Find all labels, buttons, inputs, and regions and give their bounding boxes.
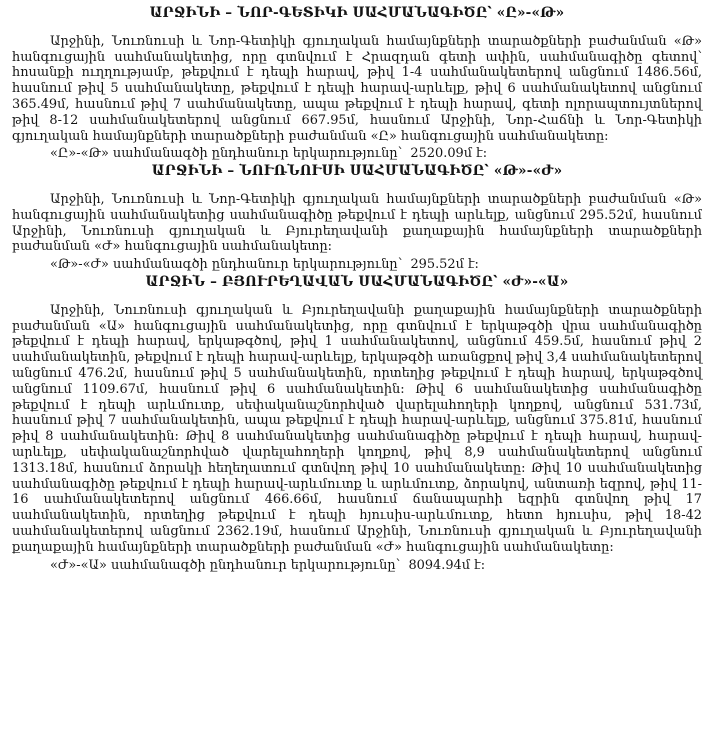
- section-arjin-byureghavan: [12, 275, 702, 573]
- boundary-description-paragraph: Արջինի, Նուռնուսի և Նոր-Գետիկի գյուղական համայնքների տարածքների բաժանման «Թ» հանգուցային սահմանակետից սահմանագիծը թեքվում է դեպի արևելք, անցնում 295.52մ, հասնում Արջինի, Նուռնուսի գյուղական և Բյուրեղավանի քաղաքային համայնքների տարածքների բաժանման «Ժ» հանգուցային սահմանակետը:: [12, 191, 702, 255]
- boundary-description-paragraph: Արջինի, Նուռնուսի գյուղական և Բյուրեղավանի քաղաքային համայնքների տարածքների բաժանման «Ա» հանգուցային սահմանակետից, որը գտնվում է երկաթգծի վրա սահմանագիծը թեքվում է դեպի հարավ, երկաթգծով, թիվ 1 սահմանակետով, անցնում 459.5մ, հասնում թիվ 2 սահմանակետին, թեքվում է դեպի հարավ-արևելք, երկաթգծի առանցքով թիվ 3,4 սահմանակետերով անցնում 476.2մ, հասնում թիվ 5 սահմանակետին, որտեղից թեքվում է դեպի հարավ, երկաթգծով անցնում 1109.67մ, հասնում թիվ 6 սահմանակետին: Թիվ 6 սահմանակետից սահմանագիծը թեքվում է դեպի արևմուտք, սեփականաշնորհված վարելահողերի կողքով, անցնում 531.73մ, հասնում թիվ 7 սահմանակետին, ապա թեքվում է դեպի հարավ-արևելք, անցնում 375.81մ, հասնում թիվ 8 սահմանակետին: Թիվ 8 սահմանակետից սահմանագիծը թեքվում է դեպի հարավ, հարավ-արևելք, սեփականաշնորհված վարելահողերի կողքով, թիվ 8,9 սահմանակետերով անցնում 1313.18մ, հասնում ձորակի հեղեղատում գտնվող թիվ 10 սահմանակետը: Թիվ 10 սահմանակետից սահմանագիծը թեքվում է դեպի հարավ-արևմուտք և արևմուտք, ձորակով, անտառի եզրով, թիվ 11-16 սահմանակետերով անցնում 466.66մ, հասնում ճանապարհի եզրին գտնվող թիվ 17 սահմանակետին, որտեղից թեքվում է դեպի հյուսիս-արևմուտք, հետո հյուսիս, թիվ 18-42 սահմանակետերով անցնում 2362.19մ, հասնում Արջինի, Նուռնուսի գյուղական և Բյուրեղավանի քաղաքային համայնքների տարածքների բաժանման «Ժ» հանգուցային սահմանակետը:: [12, 302, 702, 555]
- section-heading: ԱՐՋԻՆԻ – ՆՈՐ-ԳԵՏԻԿԻ ՍԱՀՄԱՆԱԳԻԾԸ՝ «Ը»-«Թ»: [149, 5, 565, 21]
- total-length-line: «Ժ»-«Ա» սահմանագծի ընդհանուր երկարությունը՝ 8094.94մ է:: [50, 557, 486, 573]
- total-length-line: «Թ»-«Ժ» սահմանագծի ընդհանուր երկարությունը՝ 295.52մ է:: [50, 257, 479, 273]
- boundary-description-paragraph: Արջինի, Նուռնուսի և Նոր-Գետիկի գյուղական համայնքների տարածքների բաժանման «Թ» հանգուցային սահմանակետից, որը գտնվում է Հրազդան գետի ափին, սահմանագիծը գետով՝ հոսանքի ուղղությամբ, թեքվում է դեպի հարավ, թիվ 1-4 սահմանակետերով անցնում 1486.56մ, հասնում թիվ 5 սահմանակետը, թեքվում է դեպի հարավ-արևելք, թիվ 6 սահմանակետով անցնում 365.49մ, հասնում թիվ 7 սահմանակետը, ապա թեքվում է դեպի հարավ, գետի ոլորապտույտներով թիվ 8-12 սահմանակետերով անցնում 667.95մ, հասնում Արջինի, Նոր-Հաճնի և Նոր-Գետիկի գյուղական համայնքների տարածքների բաժանման «Ը» հանգուցային սահմանակետը:: [12, 33, 702, 144]
- total-length-line: «Ը»-«Թ» սահմանագծի ընդհանուր երկարությունը՝ 2520.09մ է:: [50, 146, 488, 162]
- section-heading: ԱՐՋԻՆ – ԲՅՈՒՐԵՂԱՎԱՆ ՍԱՀՄԱՆԱԳԻԾԸ՝ «Ժ»-«Ա»: [145, 273, 569, 290]
- section-arjin-nor-getik: [12, 6, 702, 162]
- section-arjin-nurnus: [12, 164, 702, 273]
- section-heading: ԱՐՋԻՆԻ – ՆՈՒՌՆՈՒՍԻ ՍԱՀՄԱՆԱԳԻԾԸ՝ «Թ»-«Ժ»: [151, 163, 563, 180]
